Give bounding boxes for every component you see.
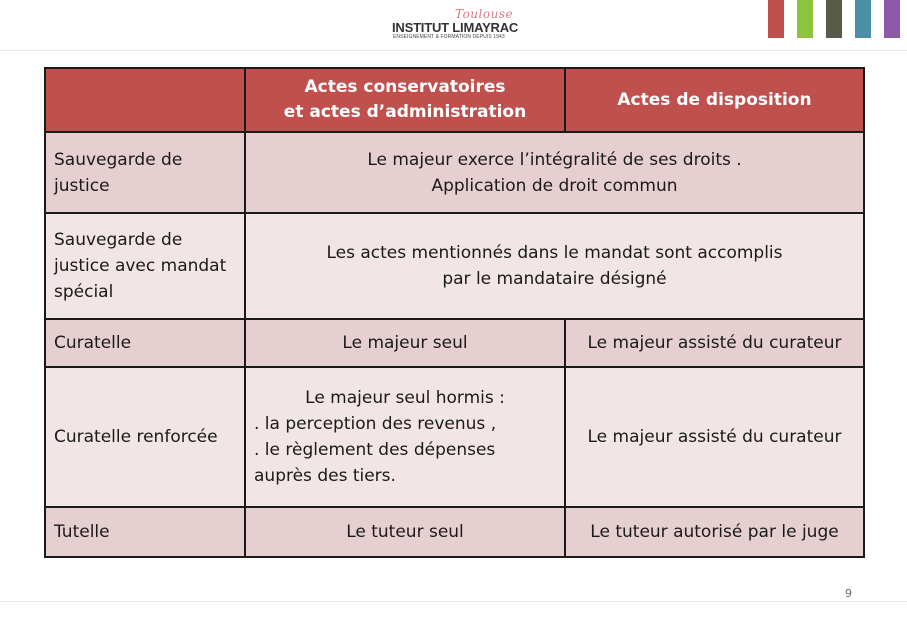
merged-cell-line: par le mandataire désigné [442, 269, 667, 289]
merged-cell-line: Le majeur exerce l’intégralité de ses droits . [367, 149, 742, 170]
cell-disposition: Le tuteur autorisé par le juge [565, 507, 864, 557]
cell-line: auprès des tiers. [254, 466, 396, 486]
merged-cell [245, 213, 864, 319]
row-label: Curatelle renforcée [45, 367, 245, 507]
cell-disposition: Le majeur assisté du curateur [565, 319, 864, 367]
table-header-row [45, 68, 864, 132]
row-label: Sauvegarde de justice [45, 132, 245, 213]
logo-script: Toulouse [455, 7, 514, 21]
footer-divider [0, 601, 907, 602]
header-cell-empty [45, 68, 245, 132]
cell-disposition: Le majeur assisté du curateur [565, 367, 864, 507]
table-row [45, 213, 864, 319]
header-cell-administration [245, 68, 565, 132]
merged-cell-line: Application de droit commun [431, 175, 678, 196]
header-administration-line-2: et actes d’administration [283, 102, 527, 122]
header-administration-line-1: Actes conservatoires [304, 77, 506, 97]
row-label: Tutelle [45, 507, 245, 557]
table-row [45, 319, 864, 367]
merged-cell [245, 132, 864, 213]
merged-cell-line: Les actes mentionnés dans le mandat sont accomplis [326, 243, 783, 263]
page-header [0, 0, 907, 51]
legal-protection-table [44, 67, 865, 558]
table-row [45, 507, 864, 557]
row-label: Curatelle [45, 319, 245, 367]
color-bar [797, 0, 813, 38]
color-bar [826, 0, 842, 38]
color-bar [884, 0, 900, 38]
cell-administration: Le tuteur seul [245, 507, 565, 557]
cell-administration [245, 367, 565, 507]
row-label: Sauvegarde de justice avec mandat spécial [45, 213, 245, 319]
table-row [45, 367, 864, 507]
cell-line: . le règlement des dépenses [254, 440, 496, 460]
cell-administration: Le majeur seul [245, 319, 565, 367]
cell-line: . la perception des revenus , [254, 414, 497, 434]
cell-line: Le majeur seul hormis : [305, 388, 505, 408]
color-bar [768, 0, 784, 38]
table-row [45, 132, 864, 213]
color-bar [855, 0, 871, 38]
header-cell-disposition: Actes de disposition [565, 68, 864, 132]
logo-name: INSTITUT LIMAYRAC [392, 20, 519, 35]
institut-limayrac-logo [392, 8, 522, 42]
page-number: 9 [845, 587, 852, 600]
color-bars [768, 0, 900, 38]
logo-tagline: ENSEIGNEMENT & FORMATION DEPUIS 1943 [393, 34, 505, 40]
